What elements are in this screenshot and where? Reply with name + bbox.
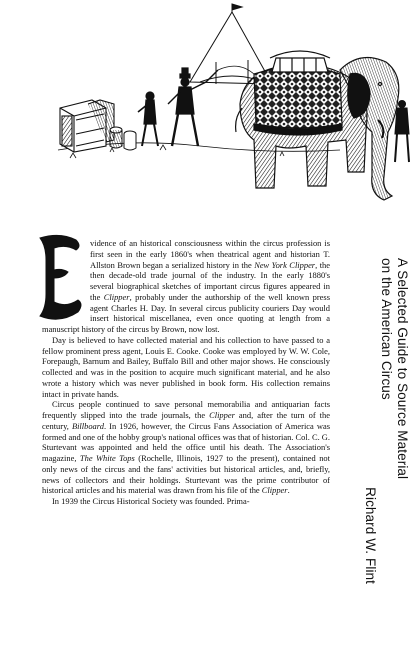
elephant <box>236 51 399 200</box>
attendant-figure <box>395 101 409 163</box>
ornamental-drop-cap <box>36 234 84 322</box>
italic-title: New York Clipper <box>254 259 316 270</box>
text-run: , probably under the authorship of the well known press agent Charles H. Day. In several circus publicity couriers Day would insert historical miscellanea, even once quoting at length from a manuscript history of the circus by Brown, now lost. <box>42 291 330 334</box>
text-run: vidence of an historical consciousness within the circus profession is first seen in the early 1860's when theatrical agent and historian T. Allston Brown began a serialized history in the <box>90 238 330 270</box>
paragraph-4 <box>42 496 330 507</box>
italic-title: Clipper <box>103 291 130 302</box>
text-run: Day is believed to have collected material and his collection to have passed to a fellow prominent press agent, Louis E. Cooke. Cooke was employed by W. W. Cole, Forepaugh, Barnum and Bailey, Buffalo Bill and other major shows. He consciously collected and was in the position to acquire much significant material, and he also wrote a history which was never published in book form. His collection remains intact in private hands. <box>42 334 330 399</box>
article-body <box>42 238 330 507</box>
wooden-crates <box>60 100 114 152</box>
worker-figure <box>138 92 158 146</box>
italic-title: Billboard <box>71 420 104 431</box>
text-run: and, after the turn of the century, <box>42 410 330 431</box>
title-line-2: on the American Circus <box>379 258 394 400</box>
italic-title: Clipper <box>261 485 288 496</box>
italic-title: The White Tops <box>79 453 135 463</box>
author-name: Richard W. Flint <box>363 487 378 584</box>
circus-elephant-illustration <box>40 0 410 210</box>
paragraph-1 <box>42 238 330 335</box>
text-run: . <box>287 485 290 496</box>
barrels <box>110 127 136 150</box>
paragraph-2 <box>42 335 330 400</box>
italic-title: Clipper <box>209 410 235 420</box>
text-run: In 1939 the Circus Historical Society was founded. Prima- <box>52 496 250 506</box>
text-run: (Rochelle, Illinois, 1927 to the present), contained not only news of the circus and the fans' activities but historical articles, and, briefly, news of collectors and their holdings. Sturtevant was the prime contributor of historical articles and his material was drawn from his file of the <box>42 453 330 496</box>
paragraph-3 <box>42 399 330 496</box>
vertical-title-block <box>358 258 410 588</box>
text-run: Circus people continued to save personal memorabilia and antiquarian facts frequently slipped into the trade journals, the <box>42 399 330 420</box>
text-run: , the then decade-old trade journal of the industry. In the early 1880's several biographical sketches of important circus figures appeared in the <box>90 259 331 302</box>
text-run: . In 1926, however, the Circus Fans Association of America was formed and one of the hobby group's national offices was that of historian. Col. C. G. Sturtevant was appointed and held the office until his death. The Association's magazine, <box>42 420 330 463</box>
title-line-1: A Selected Guide to Source Material <box>395 258 410 480</box>
